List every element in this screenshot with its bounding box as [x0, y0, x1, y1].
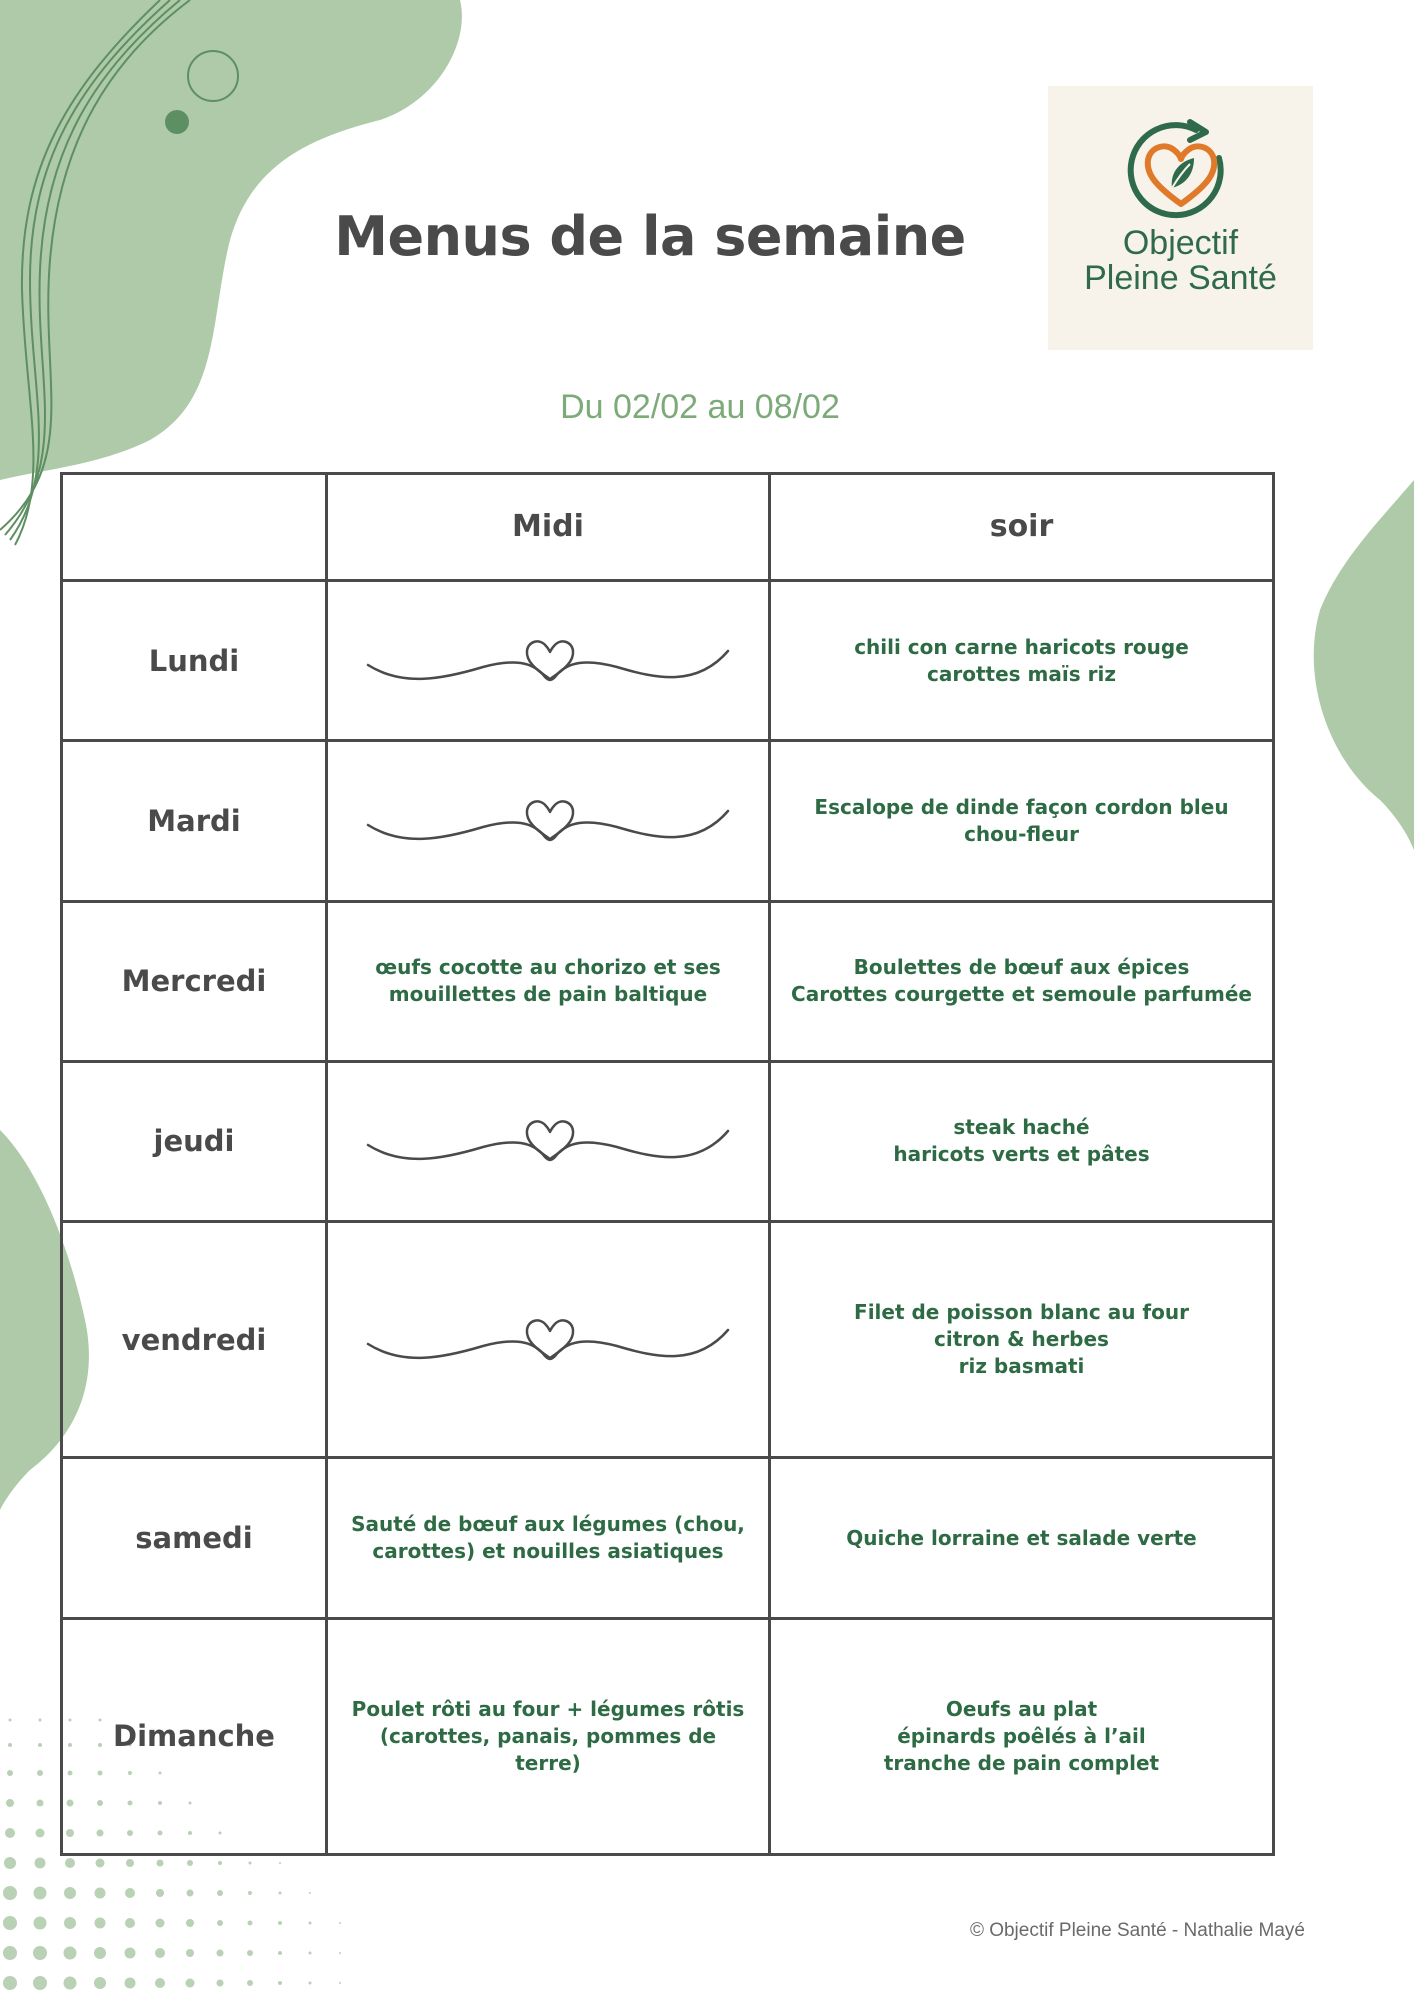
- heart-swirl-icon: [363, 795, 733, 847]
- table-row: [62, 1061, 1274, 1221]
- day-name: samedi: [62, 1458, 327, 1618]
- lunch-meal: Sauté de bœuf aux légumes (chou, carottes) et nouilles asiatiques: [327, 1458, 770, 1618]
- copyright-footer: © Objectif Pleine Santé - Nathalie Mayé: [969, 1920, 1305, 1941]
- right-blob: [1314, 480, 1414, 850]
- table-row: [62, 1618, 1274, 1854]
- table-row: [62, 580, 1274, 740]
- table-header-row: [62, 474, 1274, 581]
- brand-name: [1048, 226, 1313, 296]
- lunch-meal: œufs cocotte au chorizo et ses mouillettes de pain baltique: [327, 901, 770, 1061]
- lunch-placeholder: [327, 741, 770, 901]
- dinner-meal: Escalope de dinde façon cordon bleu chou-fleur: [770, 741, 1274, 901]
- menu-body: [62, 580, 1274, 1854]
- brand-name-line1: Objectif: [1122, 224, 1239, 262]
- day-name: Lundi: [62, 580, 327, 740]
- day-name: Mercredi: [62, 901, 327, 1061]
- lunch-placeholder: [327, 580, 770, 740]
- heart-leaf-logo-icon: [1126, 118, 1236, 228]
- lunch-placeholder: [327, 1061, 770, 1221]
- table-row: [62, 741, 1274, 901]
- header-dinner: soir: [770, 474, 1274, 581]
- heart-swirl-icon: [363, 635, 733, 687]
- table-row: [62, 901, 1274, 1061]
- header-lunch: Midi: [327, 474, 770, 581]
- lunch-placeholder: [327, 1222, 770, 1458]
- weekly-menu-table: [60, 472, 1275, 1856]
- heart-swirl-icon: [363, 1115, 733, 1167]
- dinner-meal: Filet de poisson blanc au four citron & herbes riz basmati: [770, 1222, 1274, 1458]
- table-row: [62, 1222, 1274, 1458]
- decor-dot: [165, 110, 189, 134]
- dinner-meal: chili con carne haricots rouge carottes maïs riz: [770, 580, 1274, 740]
- dinner-meal: steak haché haricots verts et pâtes: [770, 1061, 1274, 1221]
- day-name: Dimanche: [62, 1618, 327, 1854]
- day-name: jeudi: [62, 1061, 327, 1221]
- brand-name-line2: Pleine Santé: [1084, 259, 1277, 297]
- lunch-meal: Poulet rôti au four + légumes rôtis (carottes, panais, pommes de terre): [327, 1618, 770, 1854]
- brand-logo: [1048, 86, 1313, 350]
- header-empty-cell: [62, 474, 327, 581]
- page-title: Menus de la semaine: [334, 205, 966, 268]
- dinner-meal: Oeufs au plat épinards poêlés à l’ail tranche de pain complet: [770, 1618, 1274, 1854]
- table-row: [62, 1458, 1274, 1618]
- day-name: vendredi: [62, 1222, 327, 1458]
- date-range: Du 02/02 au 08/02: [560, 388, 840, 426]
- dinner-meal: Quiche lorraine et salade verte: [770, 1458, 1274, 1618]
- dinner-meal: Boulettes de bœuf aux épices Carottes courgette et semoule parfumée: [770, 901, 1274, 1061]
- day-name: Mardi: [62, 741, 327, 901]
- heart-swirl-icon: [363, 1314, 733, 1366]
